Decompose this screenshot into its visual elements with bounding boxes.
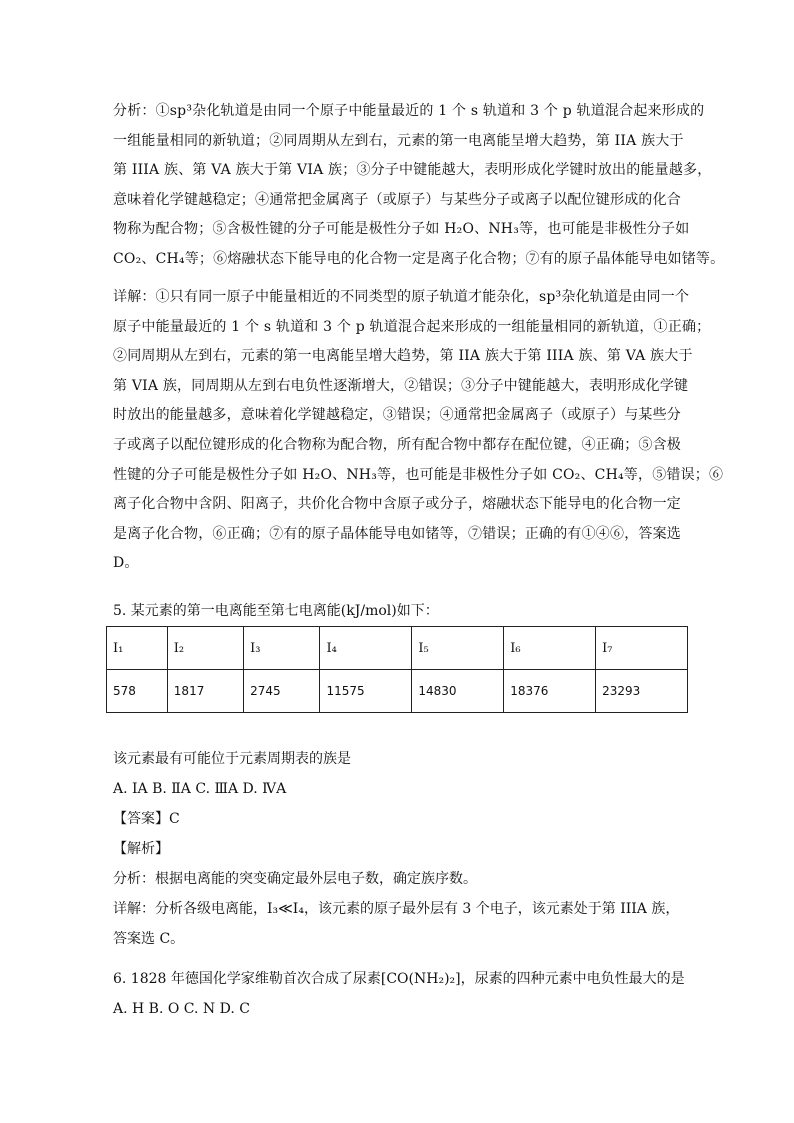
- text-line: ②同周期从左到右，元素的第一电离能呈增大趋势，第 IIA 族大于第 IIIA 族、第 VA 族大于: [113, 348, 693, 365]
- text-line: 子或离子以配位键形成的化合物称为配合物，所有配合物中都存在配位键，④正确；⑤含极: [113, 436, 681, 453]
- table-row: [107, 670, 688, 713]
- ionization-energy-table: [106, 626, 688, 713]
- question-options: A. H B. O C. N D. C: [113, 1001, 250, 1017]
- table-header-cell: I₅: [412, 627, 504, 670]
- question-stem: 6. 1828 年德国化学家维勒首次合成了尿素[CO(NH₂)₂]，尿素的四种元素中电负性最大的是: [113, 971, 685, 987]
- table-cell: 11575: [320, 670, 412, 713]
- text-line: 详解：①只有同一原子中能量相近的不同类型的原子轨道才能杂化，sp³杂化轨道是由同一个: [113, 289, 690, 305]
- detail-text: 详解：分析各级电离能，I₃≪I₄，该元素的原子最外层有 3 个电子，该元素处于第 IIIA 族，: [113, 901, 680, 917]
- table-header-cell: I₆: [504, 627, 596, 670]
- question-6: [113, 964, 695, 1024]
- text-line: 分析：①sp³杂化轨道是由同一个原子中能量最近的 1 个 s 轨道和 3 个 p 轨道混合起来形成的: [113, 103, 705, 119]
- text-line: D。: [113, 555, 139, 572]
- text-line: 第 IIIA 族、第 VA 族大于第 VIA 族；③分子中键能越大，表明形成化学键时放出的能量越多，: [113, 162, 712, 179]
- question-options: A. ⅠA B. ⅡA C. ⅢA D. ⅣA: [113, 781, 287, 797]
- text-line: 时放出的能量越多，意味着化学键越稳定，③错误；④通常把金属离子（或原子）与某些分: [113, 407, 681, 424]
- text-line: 性键的分子可能是极性分子如 H₂O、NH₃等，也可能是非极性分子如 CO₂、CH₄等，⑤错误；⑥: [113, 466, 724, 483]
- table-cell: 14830: [412, 670, 504, 713]
- text-line: 第 VIA 族，同周期从左到右电负性逐渐增大，②错误；③分子中键能越大，表明形成化学键: [113, 377, 689, 394]
- text-line: 原子中能量最近的 1 个 s 轨道和 3 个 p 轨道混合起来形成的一组能量相同的新轨道，①正确；: [113, 318, 711, 335]
- answer-label: 【答案】C: [113, 811, 180, 827]
- analysis-text: 分析：根据电离能的突变确定最外层电子数，确定族序数。: [113, 871, 477, 887]
- question-5-body: [113, 744, 695, 954]
- table-header-cell: I₂: [167, 627, 243, 670]
- text-line: 物称为配合物；⑤含极性键的分子可能是极性分子如 H₂O、NH₃等，也可能是非极性分子如: [113, 221, 690, 238]
- text-line: 一组能量相同的新轨道；②同周期从左到右，元素的第一电离能呈增大趋势，第 IIA 族大于: [113, 132, 684, 149]
- text-line: 离子化合物中含阴、阳离子，共价化合物中含原子或分子，熔融状态下能导电的化合物一定: [113, 496, 681, 513]
- analysis-tag: 【解析】: [113, 841, 169, 857]
- text-line: 是离子化合物，⑥正确；⑦有的原子晶体能导电如锗等，⑦错误；正确的有①④⑥，答案选: [113, 525, 681, 542]
- table-cell: 23293: [596, 670, 688, 713]
- table-cell: 2745: [244, 670, 320, 713]
- text-line: CO₂、CH₄等；⑥熔融状态下能导电的化合物一定是离子化合物；⑦有的原子晶体能导电如锗等。: [113, 250, 725, 267]
- detail-paragraph: [113, 283, 724, 579]
- table-header-cell: I₁: [107, 627, 168, 670]
- question-5-stem: [113, 596, 695, 626]
- table-cell: 1817: [167, 670, 243, 713]
- table-cell: 18376: [504, 670, 596, 713]
- question-prompt: 该元素最有可能位于元素周期表的族是: [113, 751, 351, 767]
- table-header-cell: I₃: [244, 627, 320, 670]
- table-header-cell: I₄: [320, 627, 412, 670]
- analysis-paragraph: [113, 97, 725, 275]
- detail-text: 答案选 C。: [113, 931, 185, 947]
- table-header-row: [107, 627, 688, 670]
- question-stem: 5. 某元素的第一电离能至第七电离能(kJ/mol)如下：: [113, 603, 439, 619]
- table-header-cell: I₇: [596, 627, 688, 670]
- text-line: 意味着化学键越稳定；④通常把金属离子（或原子）与某些分子或离子以配位键形成的化合: [113, 191, 681, 208]
- table-cell: 578: [107, 670, 168, 713]
